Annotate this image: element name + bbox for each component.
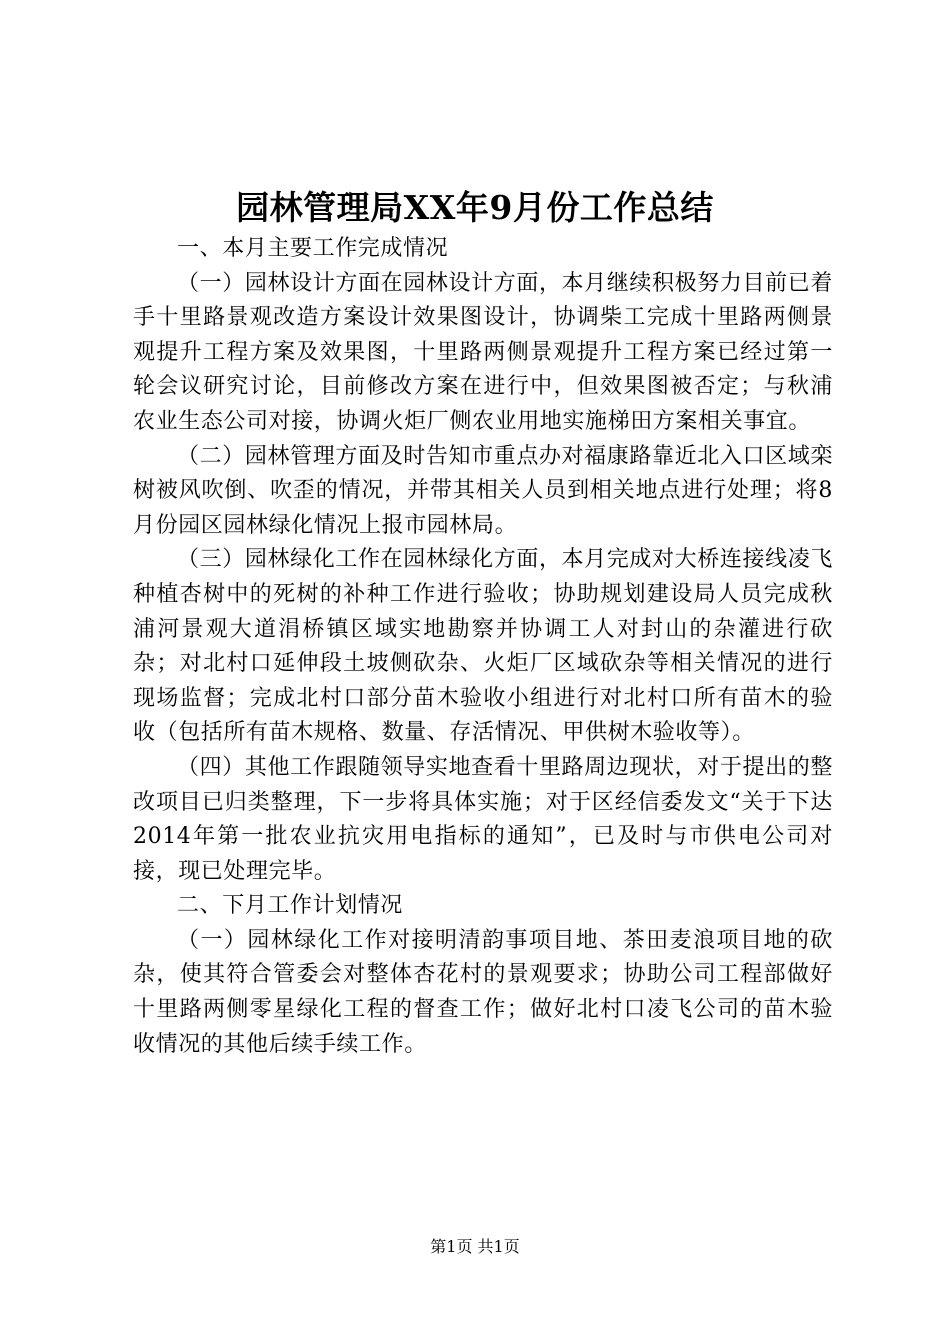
body-paragraph: （二）园林管理方面及时告知市重点办对福康路靠近北入口区域栾树被风吹倒、吹歪的情况，并带其相关人员到相关地点进行处理；将8月份园区园林绿化情况上报市园林局。 — [133, 443, 833, 538]
document-body — [133, 232, 833, 1062]
body-paragraph: （一）园林设计方面在园林设计方面，本月继续积极努力目前已着手十里路景观改造方案设计效果图设计，协调柴工完成十里路两侧景观提升工程方案及效果图，十里路两侧景观提升工程方案已经过第一轮会议研究讨论，目前修改方案在进行中，但效果图被否定；与秋浦农业生态公司对接，协调火炬厂侧农业用地实施梯田方案相关事宜。 — [133, 270, 833, 434]
section-heading: 一、本月主要工作完成情况 — [177, 236, 449, 261]
body-paragraph: （一）园林绿化工作对接明清韵事项目地、茶田麦浪项目地的砍杂，使其符合管委会对整体杏花村的景观要求；协助公司工程部做好十里路两侧零星绿化工程的督查工作；做好北村口凌飞公司的苗木验收情况的其他后续手续工作。 — [133, 927, 833, 1057]
body-paragraph: （四）其他工作跟随领导实地查看十里路周边现状，对于提出的整改项目已归类整理，下一步将具体实施；对于区经信委发文“关于下达2014年第一批农业抗灾用电指标的通知”，已及时与市供电公司对接，现已处理完毕。 — [133, 754, 833, 884]
body-paragraph: （三）园林绿化工作在园林绿化方面，本月完成对大桥连接线凌飞种植杏树中的死树的补种工作进行验收；协助规划建设局人员完成秋浦河景观大道涓桥镇区域实地勘察并协调工人对封山的杂灌进行砍杂；对北村口延伸段土坡侧砍杂、火炬厂区域砍杂等相关情况的进行现场监督；完成北村口部分苗木验收小组进行对北村口所有苗木的验收（包括所有苗木规格、数量、存活情况、甲供树木验收等）。 — [133, 547, 833, 746]
section-heading: 二、下月工作计划情况 — [177, 893, 404, 919]
page-footer: 第1页 共1页 — [430, 1237, 520, 1256]
document-title: 园林管理局XX年9月份工作总结 — [236, 188, 714, 227]
